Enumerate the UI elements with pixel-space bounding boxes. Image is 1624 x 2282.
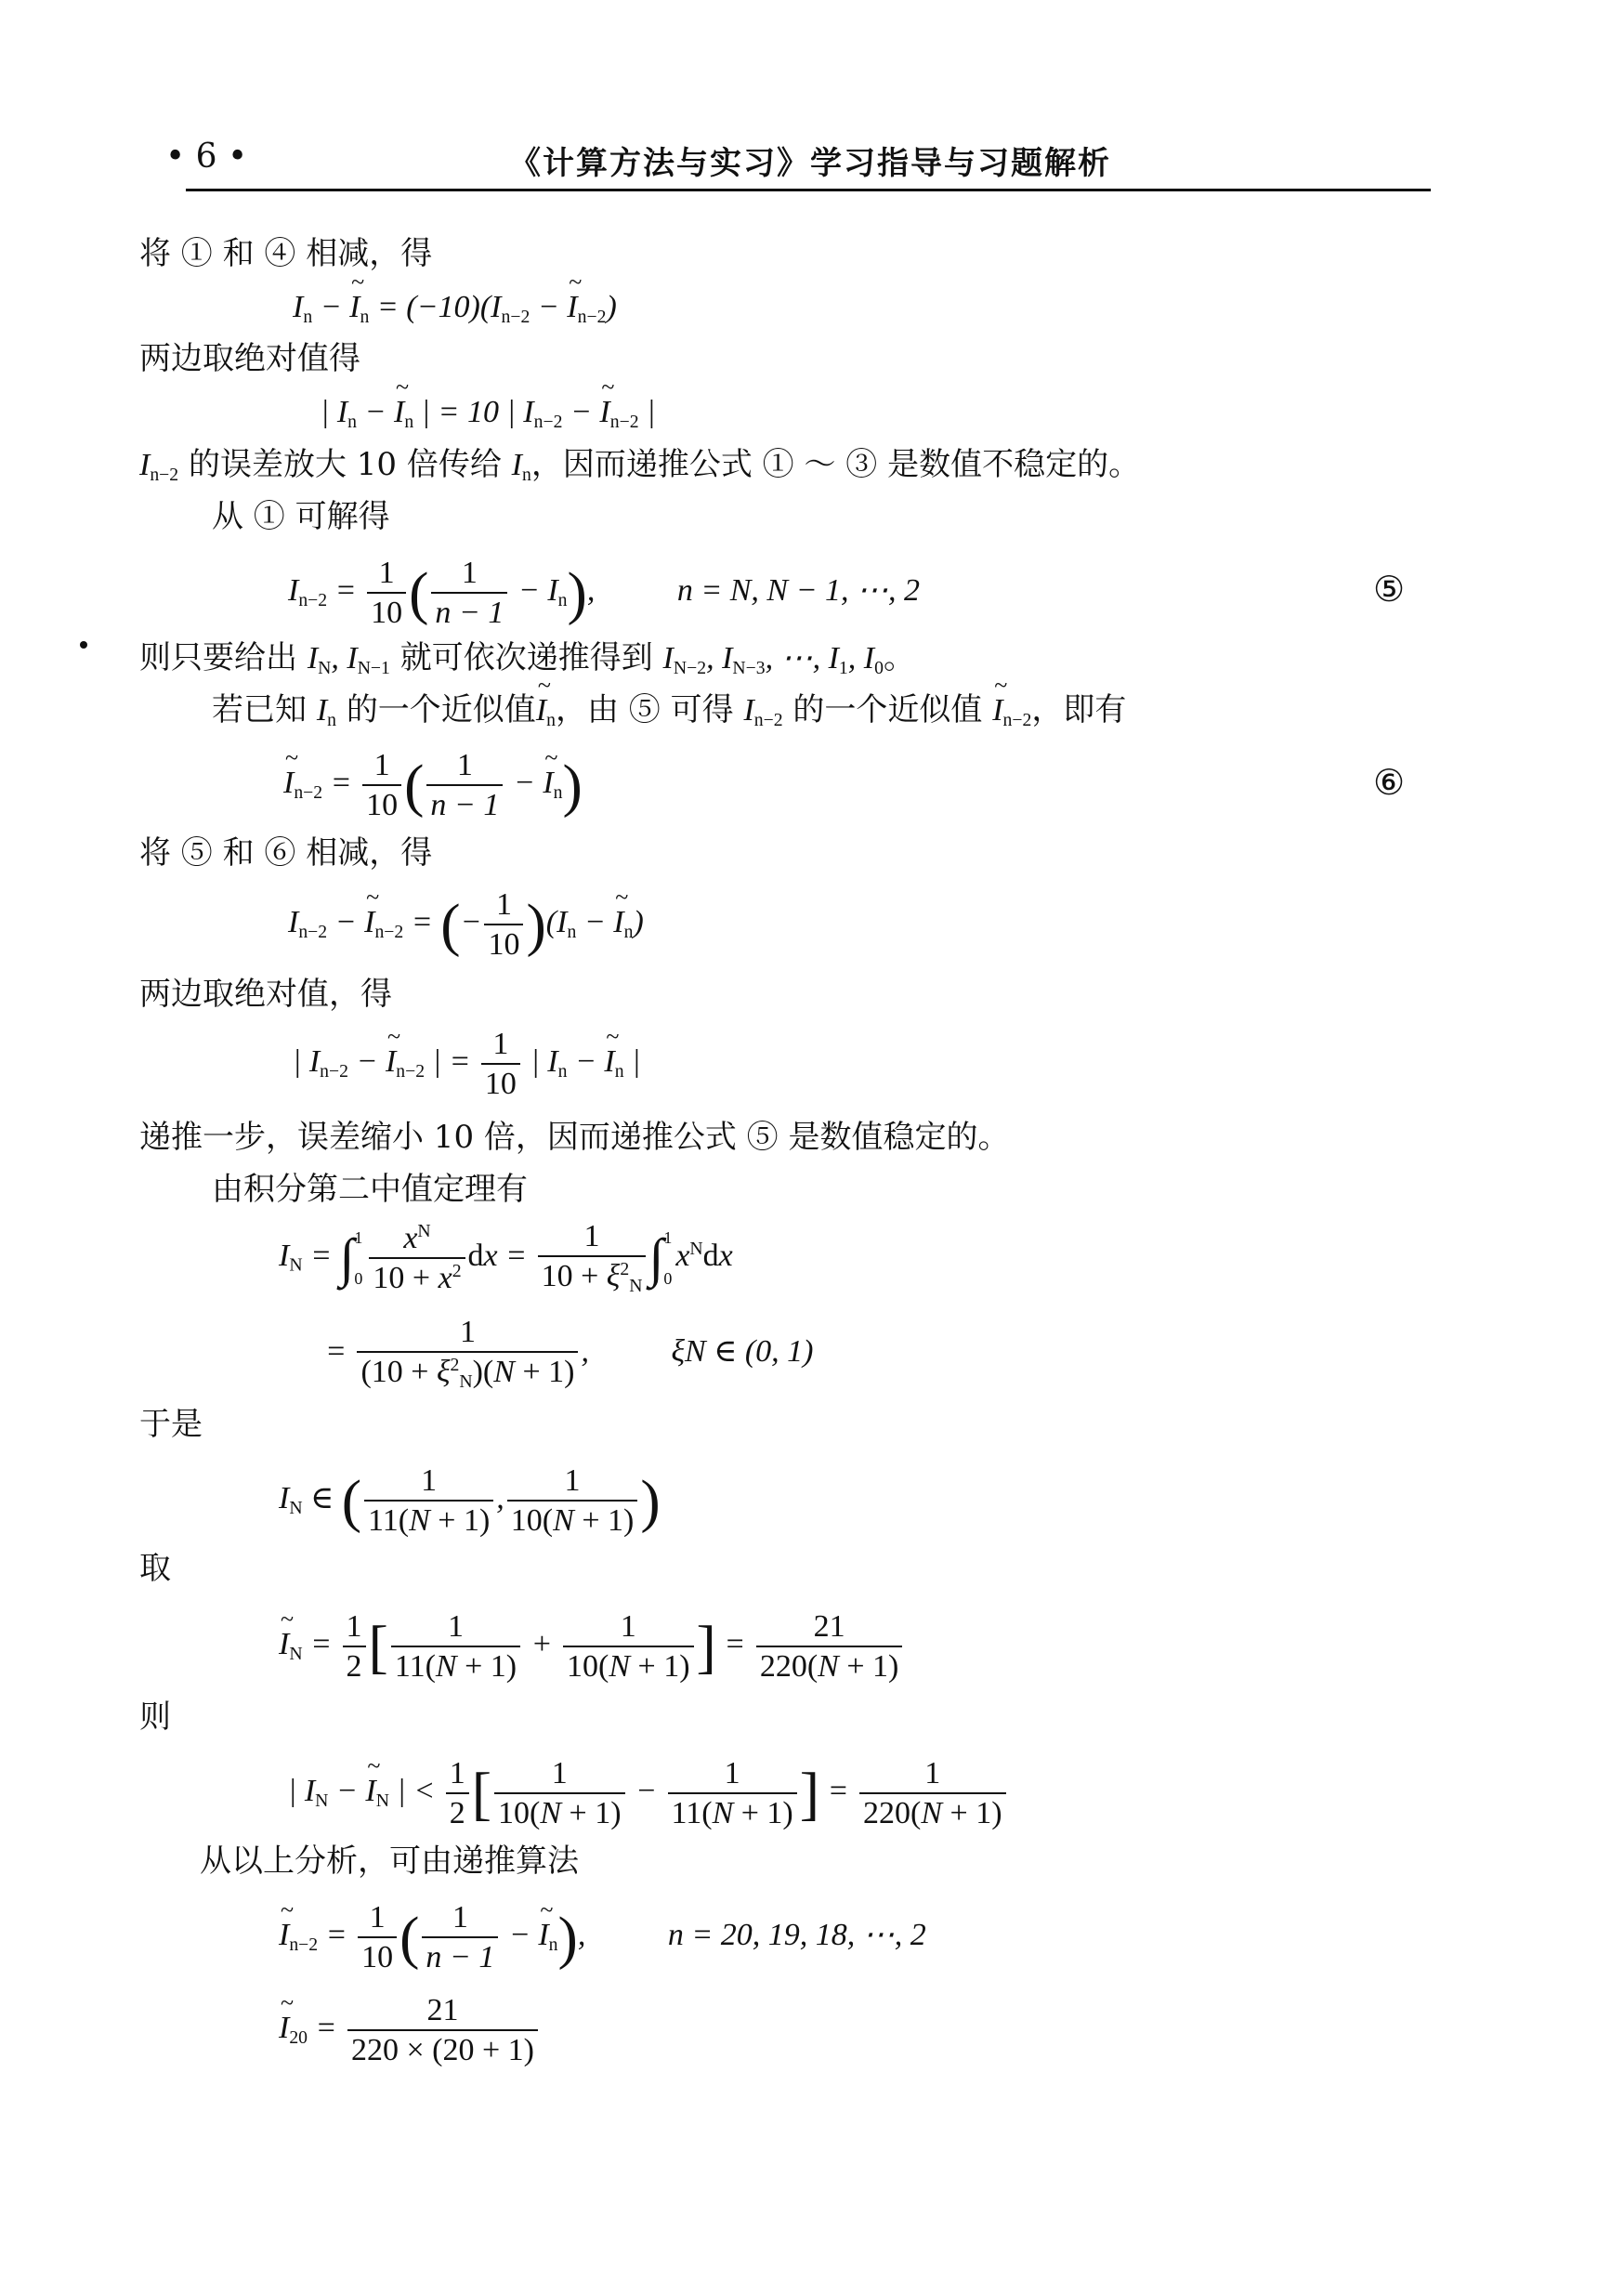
text-subtract-5-6: 将 ⑤ 和 ⑥ 相减，得	[139, 834, 433, 872]
equation-integral-result: = $\frac{1}{(10 + \xi^2_N)(N + 1)}$ , ξN ∈ (0, 1)	[325, 1315, 814, 1393]
margin-dot	[80, 641, 87, 649]
header-rule	[186, 189, 1431, 191]
equation-abs-error: | $I_n$ − ~ $I_n$ | = 10 | $I_{n-2}$ − ~ $I_{n-2}$ |	[321, 395, 655, 433]
equation-6: ~ $I_{n-2}$ = $\frac{1}{10}$ ( $\frac{1}{n - 1}$ − ~ $I_n$)	[283, 748, 583, 823]
equation-number-5: ⑤	[1373, 569, 1406, 610]
text-then: 则	[139, 1698, 171, 1736]
equation-abs-stable: | $I_{n-2}$ − ~ $I_{n-2}$ | = $\frac{1}{10}$ | $I_n$ − ~ $I_n$ |	[293, 1027, 640, 1102]
range-n2: n = 20, 19, 18, ⋯, 2	[667, 1918, 926, 1953]
equation-error-bound: | $I_N$ − ~ $I_N$ | < $\frac{1}{2}$ [ $\frac{1}{10(N + 1)}$ − $\frac{1}{11(N + 1)}$ ] = $\frac{1}{220(N + 1)}$	[288, 1756, 1009, 1831]
text-backward-recurrence: 则只要给出 $I_N$, $I_{N-1}$ 就可依次递推得到 $I_{N-2}$, $I_{N-3}$, ⋯, $I_1$, $I_0$。	[139, 639, 915, 678]
text-take: 取	[139, 1550, 171, 1587]
text-subtract-1-4: 将 ① 和 ④ 相减，得	[139, 235, 433, 272]
text-take-abs-2: 两边取绝对值，得	[139, 976, 392, 1013]
text-stable: 递推一步，误差缩小 10 倍，因而递推公式 ⑤ 是数值稳定的。	[139, 1119, 1010, 1156]
equation-initial-estimate: ~ $I_N$ = $\frac{1}{2}$ [ $\frac{1}{11(N + 1)}$ + $\frac{1}{10(N + 1)}$ ] = $\frac{21}{220(N + 1)}$	[279, 1609, 905, 1685]
xi-range: ξN ∈ (0, 1)	[671, 1333, 814, 1369]
equation-5: $I_{n-2}$ = $\frac{1}{10}$ ( $\frac{1}{n - 1}$ − $I_n$), n = N, N − 1, ⋯, 2	[288, 556, 921, 631]
running-header-title: 《计算方法与实习》学习指导与习题解析	[509, 145, 1111, 182]
text-thus: 于是	[139, 1406, 203, 1443]
equation-error-recurrence: $I_n$ − ~ $I_n = (-10)(I_{n-2}$ − ~ $I_{n-2}$)	[293, 290, 617, 328]
text-take-abs: 两边取绝对值得	[139, 340, 360, 377]
equation-algorithm-step: ~ $I_{n-2}$ = $\frac{1}{10}$ ( $\frac{1}{n - 1}$ − ~ $I_n$), n = 20, 19, 18, ⋯, 2	[279, 1900, 926, 1975]
equation-integral: $I_N = \int 1$ 0 $\frac{x^N}{10 + x^2}$ dx = $\frac{1}{10 + \xi^2_N}$ ∫1 $0x^Ndx$	[279, 1219, 733, 1297]
text-approx-value: 若已知 $I_n$ 的一个近似值~ $I_n$，由 ⑤ 可得 $I_{n-2}$ 的一个近似值 ~ $I_{n-2}$，即有	[212, 693, 1126, 731]
equation-stable-error: $I_{n-2}$ − ~ $I_{n-2}$ = (− $\frac{1}{10}$ )($I_n$ − ~ $I_n$)	[288, 887, 644, 963]
page-number: • 6 •	[165, 138, 248, 176]
equation-number-6: ⑥	[1373, 762, 1406, 803]
text-solve-from-1: 从 ① 可解得	[212, 498, 390, 535]
text-unstable: $I_{n-2}$ 的误差放大 10 倍传给 $I_n$，因而递推公式 ① ～ ③ 是数值不稳定的。	[139, 446, 1141, 485]
equation-interval: $I_N$ ∈ ( $\frac{1}{11(N + 1)}$ , $\frac{1}{10(N + 1)}$ )	[279, 1463, 661, 1539]
equation-algorithm-start: ~ $I_{20}$ = $\frac{21}{220 \times (20 + 1)}$	[279, 1993, 541, 2068]
text-mean-value-theorem: 由积分第二中值定理有	[212, 1171, 528, 1208]
range-n: n = N, N − 1, ⋯, 2	[676, 573, 921, 609]
text-recurrence-algorithm: 从以上分析，可由递推算法	[200, 1843, 579, 1880]
